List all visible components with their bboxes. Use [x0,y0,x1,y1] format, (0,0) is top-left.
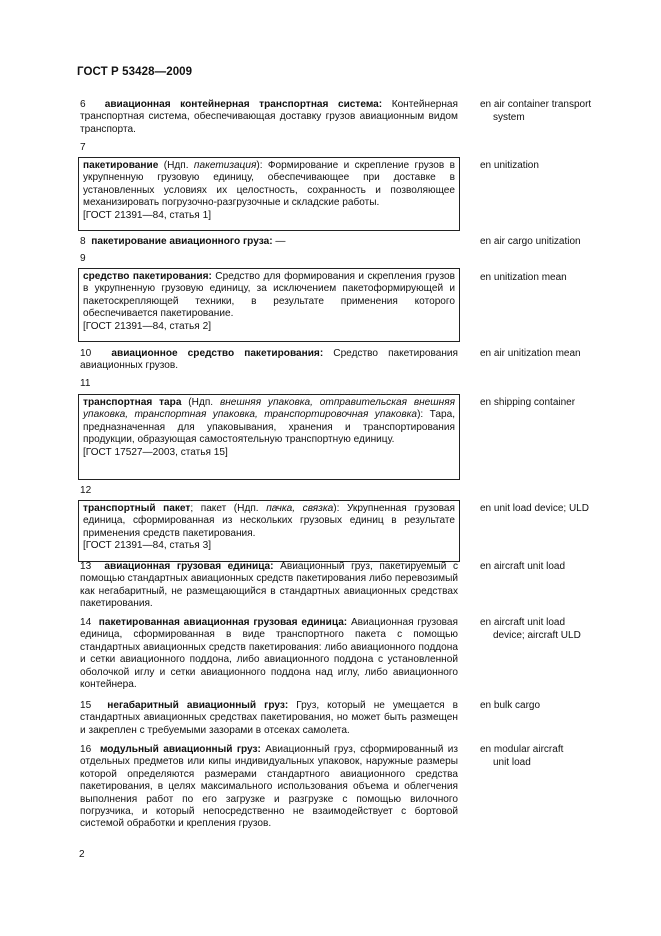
term-entry [80,236,458,248]
term-number: 10 [80,348,112,359]
english-equivalent [480,397,630,410]
english-term: en bulk cargo [480,700,541,711]
deprecated-term: внешняя упаковка, отправительская внешняя упаковка, транспортная упаковка, транспортировочная упаковка [83,397,455,421]
definition-text: Груз, который не умещается в стандартных авиационных средствах пакетирования, но может быть размещен и закреплен с требуемыми зазорами в отсеках самолета. [80,700,458,736]
term-title: авиационное средство пакетирования: [111,348,324,359]
term-number: 15 [80,700,108,711]
term-title: негабаритный авиационный груз: [107,700,289,711]
english-term-continued: device; aircraft ULD [493,629,581,641]
term-title: авиационная грузовая единица: [104,561,274,572]
english-term: en air unitization mean [480,348,581,359]
english-term: en aircraft unit load [480,561,566,572]
term-reference: [ГОСТ 21391—84, статья 2] [83,320,211,332]
definition-text: ): Тара, предназначенная для упаковывания, хранения и транспортирования продукции, образующая самостоятельную транспортную единицу. [83,409,456,446]
definition-text: ): Формирование и скрепление грузов в укрупненную грузовую единицу, обеспечивающее при доставке в установленных условиях их целостность, сохранность и позволяющее механизировать погрузочно-разгрузочные и складские работы. [83,160,455,209]
term-title: авиационная контейнерная транспортная система: [104,99,383,110]
term-entry [80,561,458,611]
english-term: en shipping container [480,397,576,408]
term-box [78,268,460,342]
term-title: средство пакетирования: [83,271,212,282]
page-header: ГОСТ Р 53428—2009 [77,66,193,78]
term-entry [80,99,458,136]
english-term-continued: unit load [493,756,531,768]
definition-text: (Ндп. [158,160,194,171]
english-equivalent [480,160,630,173]
term-title: модульный авиационный груз: [99,744,261,755]
definition-text: Средство пакетирования авиационных грузов. [80,348,458,372]
definition-text: Авиационный груз, сформированный из отдельных предметов или кипы индивидуальных упаковок, наружные размеры которой определяются размерами стандартного авиационного средства пакетирования, в целях максимального использования объема и облегчения выполнения работ по его загрузке и разгрузке с помощью вилочного погрузчика, и который непосредственно не взаимодействует с бортовой системой обработки и крепления грузов. [80,744,458,830]
definition-text: ; пакет (Ндп. [190,503,267,514]
term-entry [80,744,458,831]
term-number: 6 [80,99,105,110]
term-reference: [ГОСТ 17527—2003, статья 15] [83,446,228,458]
english-term: en air cargo unitization [480,236,581,247]
english-equivalent [480,348,630,361]
english-equivalent [480,561,630,574]
term-box [78,500,460,562]
english-term: en unitization mean [480,272,567,283]
english-equivalent [480,503,630,516]
deprecated-term: пачка, связка [266,503,334,514]
term-title: пакетированная авиационная грузовая единица: [98,617,348,628]
english-term: en modular aircraft [480,744,564,755]
term-reference: [ГОСТ 21391—84, статья 3] [83,540,211,552]
english-term: en unit load device; ULD [480,503,589,514]
term-entry [80,700,458,737]
page-number: 2 [79,849,85,860]
term-reference: [ГОСТ 21391—84, статья 1] [83,209,211,221]
english-term: en aircraft unit load [480,617,566,628]
english-equivalent [480,617,630,642]
term-number: 7 [80,142,86,153]
term-number: 13 [80,561,105,572]
definition-text: — [272,236,286,247]
term-number: 16 [80,744,100,755]
term-number: 11 [80,378,91,389]
term-entry [80,617,458,691]
english-equivalent [480,700,630,713]
english-term: en unitization [480,160,539,171]
term-number: 12 [80,485,92,496]
english-term: en air container transport [480,99,592,110]
definition-text: Контейнерная транспортная система, обеспечивающая доставку грузов авиационным видом транспорта. [80,99,458,135]
term-title: пакетирование [83,160,159,171]
term-number: 8 [80,236,92,247]
term-title: транспортная тара [83,397,182,408]
definition-text: ): Укрупненная грузовая единица, сформированная из нескольких грузовых единиц в результате применения средств пакетирования. [83,503,456,539]
term-number: 14 [80,617,99,628]
english-equivalent [480,99,630,124]
term-title: пакетирование авиационного груза: [91,236,273,247]
english-term-continued: system [493,111,525,123]
english-equivalent [480,744,630,769]
definition-text: Авиационная грузовая единица, сформированная в виде транспортного пакета с помощью стандартных авиационных средств пакетирования: либо авиационного поддона и сетки авиационного поддона, либо авиационного поддона с установленной оболочкой иглу и сетки авиационного поддона над иглу, либо авиационного контейнера. [80,617,459,691]
definition-text: (Ндп. [181,397,220,408]
deprecated-term: пакетизация [193,160,257,171]
english-equivalent [480,236,630,249]
english-equivalent [480,272,630,285]
term-box [78,157,460,231]
term-box [78,394,460,480]
term-title: транспортный пакет [83,503,191,514]
definition-text: Средство для формирования и скрепления грузов в укрупненную грузовую единицу, за исключением пакетоформирующей и пакетоскрепляющей техники, в результате применения которого обеспечивается пакетирование. [83,271,455,320]
term-number: 9 [80,253,86,264]
term-entry [80,348,458,373]
definition-text: Авиационный груз, пакетируемый с помощью стандартных авиационных средств пакетирования либо перевозимый как негабаритный, не размещающийся в стандартных авиационных средствах пакетирования. [80,561,458,610]
